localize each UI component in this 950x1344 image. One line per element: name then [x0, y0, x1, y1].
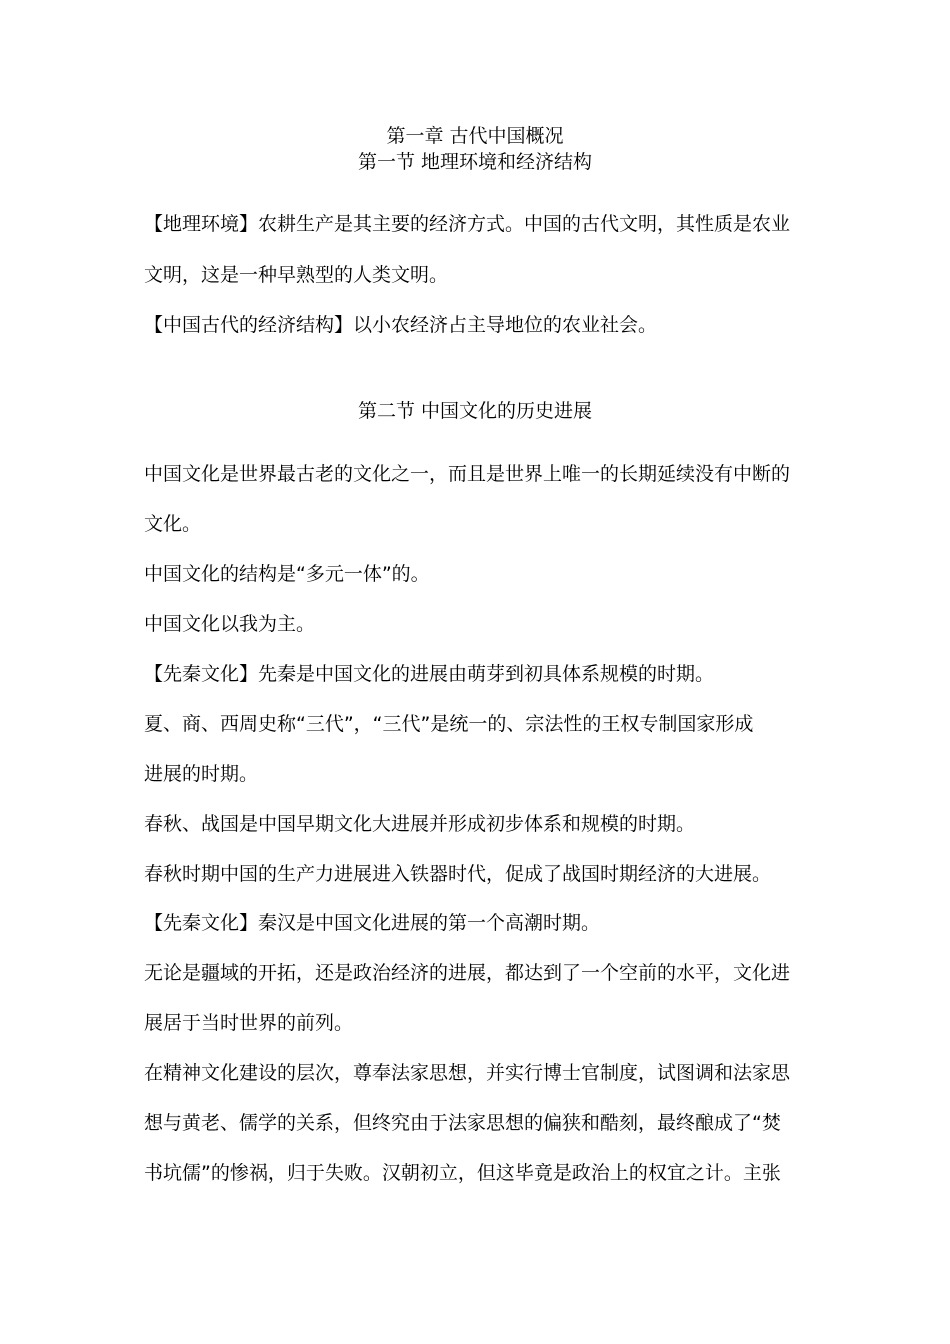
paragraph-line: 无论是疆域的开拓，还是政治经济的进展，都达到了一个空前的水平，文化进 [144, 962, 791, 984]
paragraph-line: 展居于当时世界的前列。 [144, 1012, 354, 1034]
section-title: 第一节 地理环境和经济结构 [357, 151, 593, 173]
paragraph-line: 文化。 [144, 513, 202, 535]
paragraph-line: 春秋时期中国的生产力进展进入铁器时代，促成了战国时期经济的大进展。 [144, 863, 772, 885]
paragraph-line: 进展的时期。 [144, 763, 259, 785]
paragraph-line: 书坑儒”的惨祸，归于失败。汉朝初立，但这毕竟是政治上的权宜之计。主张 [144, 1162, 781, 1184]
paragraph-line: 想与黄老、儒学的关系，但终究由于法家思想的偏狭和酷刻，最终酿成了“焚 [144, 1112, 781, 1134]
chapter-title: 第一章 古代中国概况 [386, 125, 564, 147]
section-title: 第二节 中国文化的历史进展 [357, 400, 593, 422]
paragraph-line: 夏、商、西周史称“三代”，“三代”是统一的、宗法性的王权专制国家形成 [144, 713, 754, 735]
paragraph-line: 中国文化的结构是“多元一体”的。 [144, 563, 430, 585]
paragraph-line: 在精神文化建设的层次，尊奉法家思想，并实行博士官制度，试图调和法家思 [144, 1062, 791, 1084]
paragraph-line: 中国文化以我为主。 [144, 613, 316, 635]
paragraph-line: 【中国古代的经济结构】以小农经济占主导地位的农业社会。 [144, 314, 658, 336]
paragraph-line: 【先秦文化】先秦是中国文化的进展由萌芽到初具体系规模的时期。 [144, 663, 715, 685]
paragraph-line: 春秋、战国是中国早期文化大进展并形成初步体系和规模的时期。 [144, 813, 696, 835]
paragraph-line: 文明，这是一种早熟型的人类文明。 [144, 264, 449, 286]
paragraph-line: 【先秦文化】秦汉是中国文化进展的第一个高潮时期。 [144, 912, 601, 934]
paragraph-line: 中国文化是世界最古老的文化之一，而且是世界上唯一的长期延续没有中断的 [144, 463, 791, 485]
paragraph-line: 【地理环境】农耕生产是其主要的经济方式。中国的古代文明，其性质是农业 [144, 213, 791, 235]
